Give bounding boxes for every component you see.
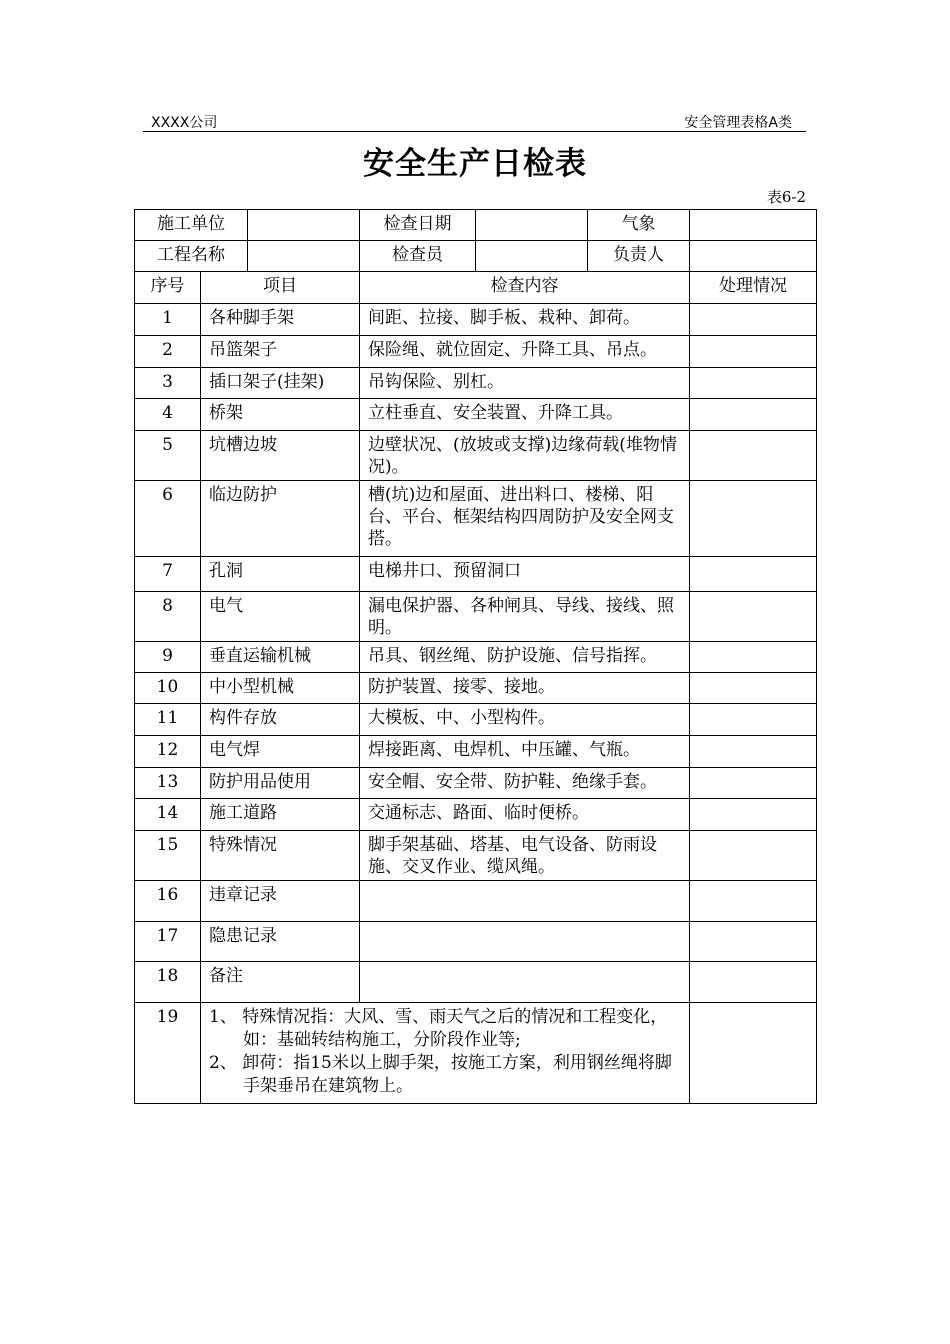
row-seq: 16 (135, 881, 201, 922)
row-content: 大模板、中、小型构件。 (360, 704, 690, 736)
unit-label: 施工单位 (135, 210, 248, 241)
row-handling-field[interactable] (690, 831, 817, 881)
row-seq: 17 (135, 922, 201, 962)
row-item: 各种脚手架 (201, 304, 360, 336)
table-row (135, 642, 817, 673)
table-row (135, 431, 817, 481)
row-handling-field[interactable] (690, 736, 817, 768)
row-seq: 3 (135, 368, 201, 399)
row-item: 电气 (201, 592, 360, 642)
col-header-seq: 序号 (135, 272, 201, 304)
row-item: 坑槽边坡 (201, 431, 360, 481)
row-handling-field[interactable] (690, 304, 817, 336)
manager-field[interactable] (690, 241, 817, 272)
table-row (135, 704, 817, 736)
weather-field[interactable] (690, 210, 817, 241)
row-handling-field[interactable] (690, 1003, 817, 1104)
row-item: 垂直运输机械 (201, 642, 360, 673)
row-item: 违章记录 (201, 881, 360, 922)
date-field[interactable] (476, 210, 588, 241)
project-field[interactable] (248, 241, 360, 272)
manager-label: 负责人 (588, 241, 690, 272)
row-content: 吊钩保险、别杠。 (360, 368, 690, 399)
row-content: 电梯井口、预留洞口 (360, 557, 690, 592)
notes-cell (201, 1003, 690, 1104)
table-row (135, 831, 817, 881)
table-row (135, 736, 817, 768)
row-item: 中小型机械 (201, 673, 360, 704)
col-header-handling: 处理情况 (690, 272, 817, 304)
row-content-field[interactable] (360, 922, 690, 962)
row-content: 交通标志、路面、临时便桥。 (360, 799, 690, 831)
col-header-item: 项目 (201, 272, 360, 304)
row-handling-field[interactable] (690, 431, 817, 481)
table-row (135, 304, 817, 336)
row-content: 间距、拉接、脚手板、栽种、卸荷。 (360, 304, 690, 336)
row-seq: 10 (135, 673, 201, 704)
row-content: 保险绳、就位固定、升降工具、吊点。 (360, 336, 690, 368)
table-row (135, 368, 817, 399)
row-seq: 13 (135, 768, 201, 799)
row-handling-field[interactable] (690, 704, 817, 736)
table-row (135, 673, 817, 704)
row-item: 插口架子(挂架) (201, 368, 360, 399)
form-class: 安全管理表格A类 (684, 115, 792, 131)
row-content: 防护装置、接零、接地。 (360, 673, 690, 704)
row-seq: 19 (135, 1003, 201, 1104)
row-item: 临边防护 (201, 481, 360, 557)
row-seq: 2 (135, 336, 201, 368)
table-row (135, 399, 817, 431)
info-row-1 (135, 210, 817, 241)
row-seq: 15 (135, 831, 201, 881)
table-row (135, 336, 817, 368)
project-label: 工程名称 (135, 241, 248, 272)
column-header-row (135, 272, 817, 304)
table-row (135, 881, 817, 922)
row-seq: 4 (135, 399, 201, 431)
row-item: 构件存放 (201, 704, 360, 736)
page-title: 安全生产日检表 (363, 146, 587, 182)
row-handling-field[interactable] (690, 962, 817, 1003)
table-row (135, 922, 817, 962)
table-row (135, 799, 817, 831)
row-seq: 14 (135, 799, 201, 831)
row-item: 特殊情况 (201, 831, 360, 881)
row-handling-field[interactable] (690, 799, 817, 831)
row-item: 桥架 (201, 399, 360, 431)
weather-label: 气象 (588, 210, 690, 241)
row-seq: 9 (135, 642, 201, 673)
row-handling-field[interactable] (690, 922, 817, 962)
notes-row (135, 1003, 817, 1104)
row-content-field[interactable] (360, 881, 690, 922)
row-content: 焊接距离、电焊机、中压罐、气瓶。 (360, 736, 690, 768)
info-row-2 (135, 241, 817, 272)
row-content: 立柱垂直、安全装置、升降工具。 (360, 399, 690, 431)
table-row (135, 768, 817, 799)
row-content: 漏电保护器、各种闸具、导线、接线、照明。 (360, 592, 690, 642)
row-seq: 6 (135, 481, 201, 557)
row-seq: 5 (135, 431, 201, 481)
row-handling-field[interactable] (690, 481, 817, 557)
row-seq: 7 (135, 557, 201, 592)
row-seq: 12 (135, 736, 201, 768)
row-seq: 18 (135, 962, 201, 1003)
col-header-content: 检查内容 (360, 272, 690, 304)
row-handling-field[interactable] (690, 368, 817, 399)
row-content: 脚手架基础、塔基、电气设备、防雨设施、交叉作业、缆风绳。 (360, 831, 690, 881)
row-handling-field[interactable] (690, 557, 817, 592)
table-number: 表6-2 (766, 188, 806, 206)
row-item: 施工道路 (201, 799, 360, 831)
inspector-field[interactable] (476, 241, 588, 272)
company-name: XXXX公司 (151, 115, 218, 131)
row-item: 备注 (201, 962, 360, 1003)
row-content: 边壁状况、(放坡或支撑)边缘荷载(堆物情况)。 (360, 431, 690, 481)
date-label: 检查日期 (360, 210, 476, 241)
row-seq: 1 (135, 304, 201, 336)
table-row (135, 481, 817, 557)
row-item: 防护用品使用 (201, 768, 360, 799)
row-handling-field[interactable] (690, 336, 817, 368)
row-handling-field[interactable] (690, 592, 817, 642)
page-header (143, 110, 806, 132)
row-handling-field[interactable] (690, 673, 817, 704)
note-2: 2、 卸荷：指15米以上脚手架，按施工方案，利用钢丝绳将脚手架垂吊在建筑物上。 (209, 1053, 672, 1096)
note-1: 1、 特殊情况指：大风、雪、雨天气之后的情况和工程变化，如：基础转结构施工，分阶段作业等; (209, 1007, 668, 1050)
inspection-table (134, 209, 817, 1104)
row-item: 孔洞 (201, 557, 360, 592)
row-content: 吊具、钢丝绳、防护设施、信号指挥。 (360, 642, 690, 673)
row-item: 吊篮架子 (201, 336, 360, 368)
row-content: 安全帽、安全带、防护鞋、绝缘手套。 (360, 768, 690, 799)
row-content-field[interactable] (360, 962, 690, 1003)
inspector-label: 检查员 (360, 241, 476, 272)
row-seq: 11 (135, 704, 201, 736)
unit-field[interactable] (248, 210, 360, 241)
table-row (135, 592, 817, 642)
row-handling-field[interactable] (690, 642, 817, 673)
row-handling-field[interactable] (690, 399, 817, 431)
table-row (135, 557, 817, 592)
row-handling-field[interactable] (690, 768, 817, 799)
row-item: 电气焊 (201, 736, 360, 768)
row-content: 槽(坑)边和屋面、进出料口、楼梯、阳台、平台、框架结构四周防护及安全网支搭。 (360, 481, 690, 557)
row-item: 隐患记录 (201, 922, 360, 962)
row-handling-field[interactable] (690, 881, 817, 922)
row-seq: 8 (135, 592, 201, 642)
table-row (135, 962, 817, 1003)
